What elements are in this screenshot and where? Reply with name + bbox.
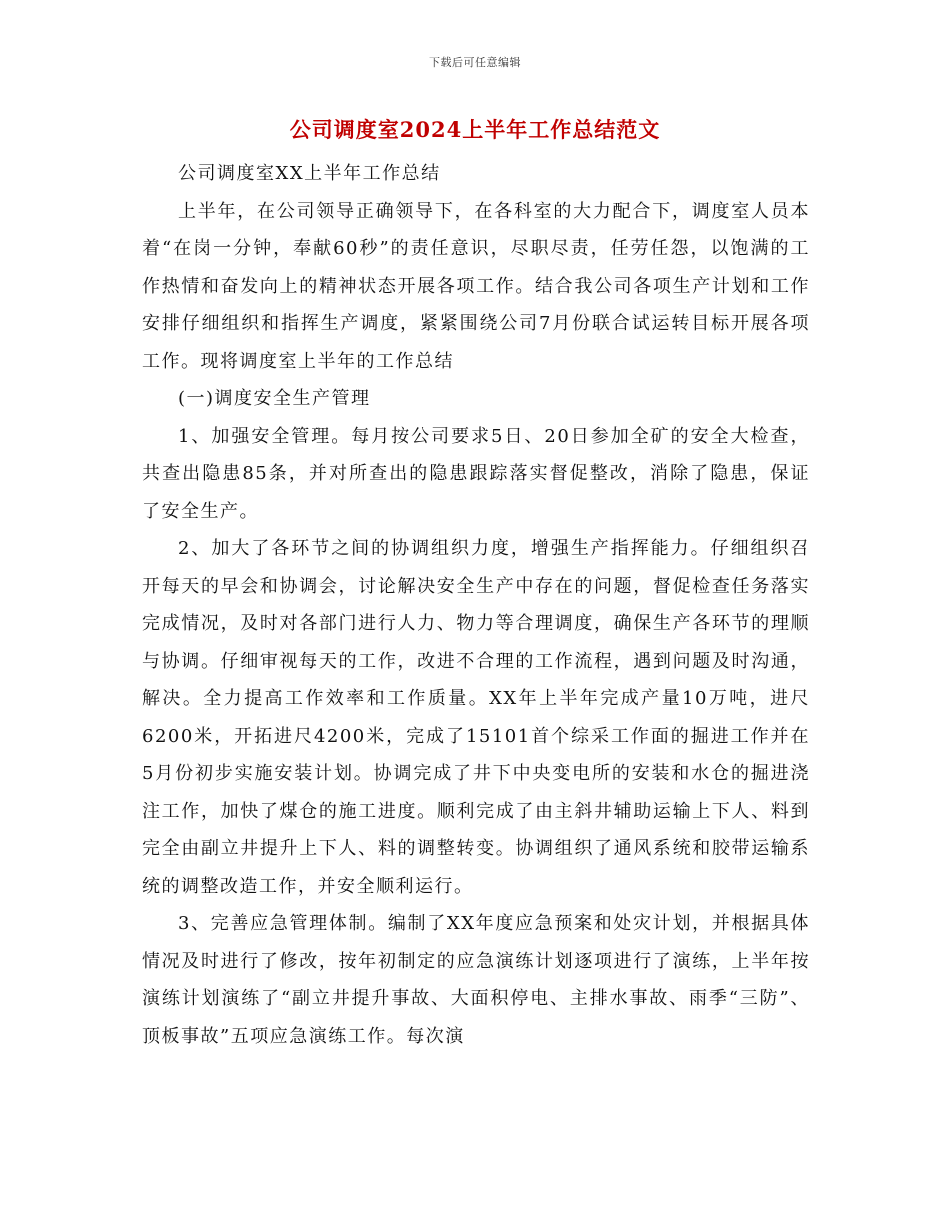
paragraph-subtitle: 公司调度室XX上半年工作总结 bbox=[178, 163, 441, 184]
paragraph-item-2: 2、加大了各环节之间的协调组织力度，增强生产指挥能力。仔细组织召开每天的早会和协调会，讨论解决安全生产中存在的问题，督促检查任务落实完成情况，及时对各部门进行人力、物力等合理调度，确保生产各环节的理顺与协调。仔细审视每天的工作，改进不合理的工作流程，遇到问题及时沟通，解决。全力提高工作效率和工作质量。XX年上半年完成产量10万吨，进尺6200米，开拓进尺4200米，完成了15101首个综采工作面的掘进工作并在5月份初步实施安装计划。协调完成了井下中央变电所的安装和水仓的掘进浇注工作，加快了煤仓的施工进度。顺利完成了由主斜井辅助运输上下人、料到完全由副立井提升上下人、料的调整转变。协调组织了通风系统和胶带运输系统的调整改造工作，并安全顺利运行。 bbox=[142, 538, 810, 897]
section-heading: (一)调度安全生产管理 bbox=[178, 388, 371, 409]
paragraph-item-3: 3、完善应急管理体制。编制了XX年度应急预案和处灾计划，并根据具体情况及时进行了修改，按年初制定的应急演练计划逐项进行了演练，上半年按演练计划演练了“副立井提升事故、大面积停电、主排水事故、雨季“三防”、顶板事故”五项应急演练工作。每次演 bbox=[142, 913, 810, 1047]
document-body bbox=[142, 155, 810, 1055]
document-title: 公司调度室2024上半年工作总结范文 bbox=[289, 117, 661, 142]
paragraph-intro: 上半年，在公司领导正确领导下，在各科室的大力配合下，调度室人员本着“在岗一分钟，奉献60秒”的责任意识，尽职尽责，任劳任怨，以饱满的工作热情和奋发向上的精神状态开展各项工作。结合我公司各项生产计划和工作安排仔细组织和指挥生产调度，紧紧围绕公司7月份联合试运转目标开展各项工作。现将调度室上半年的工作总结 bbox=[142, 200, 810, 372]
paragraph-item-1: 1、加强安全管理。每月按公司要求5日、20日参加全矿的安全大检查，共查出隐患85条，并对所查出的隐患跟踪落实督促整改，消除了隐患，保证了安全生产。 bbox=[142, 425, 810, 522]
page-header-note: 下载后可任意编辑 bbox=[429, 56, 521, 69]
